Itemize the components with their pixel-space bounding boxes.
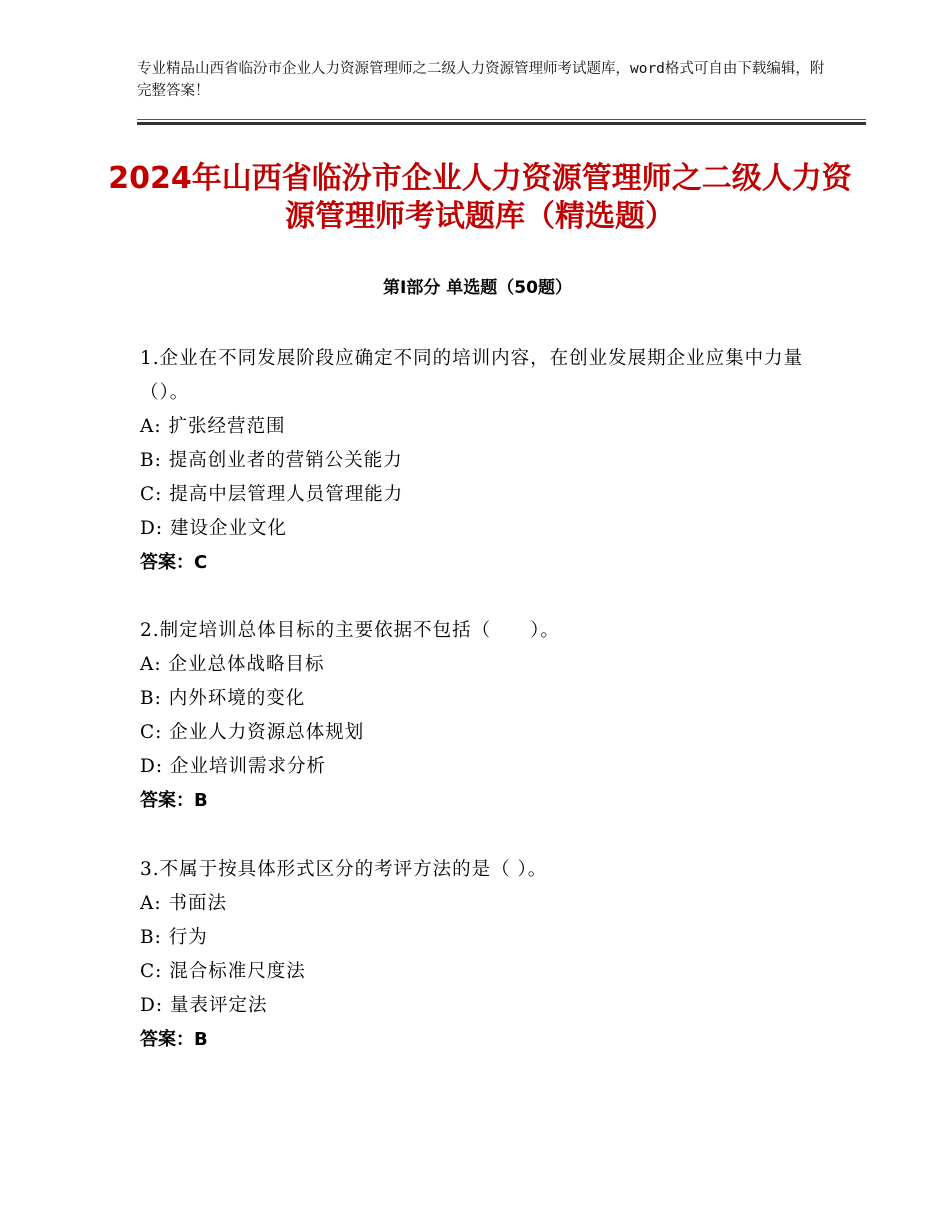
question-item bbox=[140, 342, 820, 580]
option-d: D: 企业培训需求分析 bbox=[140, 756, 326, 777]
question-item bbox=[140, 614, 820, 818]
option-a: A: 书面法 bbox=[140, 893, 227, 914]
question-stem: 1.企业在不同发展阶段应确定不同的培训内容，在创业发展期企业应集中力量（）。 bbox=[140, 348, 804, 403]
option-a: A: 企业总体战略目标 bbox=[140, 654, 325, 675]
answer-line: 答案：C bbox=[140, 552, 208, 573]
option-b: B: 提高创业者的营销公关能力 bbox=[140, 450, 403, 471]
header-note: 专业精品山西省临汾市企业人力资源管理师之二级人力资源管理师考试题库，word格式可自由下载编辑，附完整答案！ bbox=[137, 61, 825, 99]
section-title: 第Ⅰ部分 单选题（50题） bbox=[383, 278, 572, 298]
option-a: A: 扩张经营范围 bbox=[140, 416, 286, 437]
question-stem: 3.不属于按具体形式区分的考评方法的是（ ）。 bbox=[140, 859, 548, 880]
answer-line: 答案：B bbox=[140, 1029, 208, 1050]
option-c: C: 企业人力资源总体规划 bbox=[140, 722, 365, 743]
option-c: C: 混合标准尺度法 bbox=[140, 961, 306, 982]
header-divider-thick bbox=[137, 122, 866, 125]
option-d: D: 量表评定法 bbox=[140, 995, 268, 1016]
question-stem: 2.制定培训总体目标的主要依据不包括（ ）。 bbox=[140, 620, 560, 641]
option-b: B: 行为 bbox=[140, 927, 208, 948]
question-item bbox=[140, 853, 820, 1057]
answer-line: 答案：B bbox=[140, 790, 208, 811]
document-title: 2024年山西省临汾市企业人力资源管理师之二级人力资源管理师考试题库（精选题） bbox=[108, 161, 852, 234]
option-b: B: 内外环境的变化 bbox=[140, 688, 306, 709]
header-divider-thin bbox=[137, 119, 866, 120]
option-d: D: 建设企业文化 bbox=[140, 518, 287, 539]
option-c: C: 提高中层管理人员管理能力 bbox=[140, 484, 404, 505]
